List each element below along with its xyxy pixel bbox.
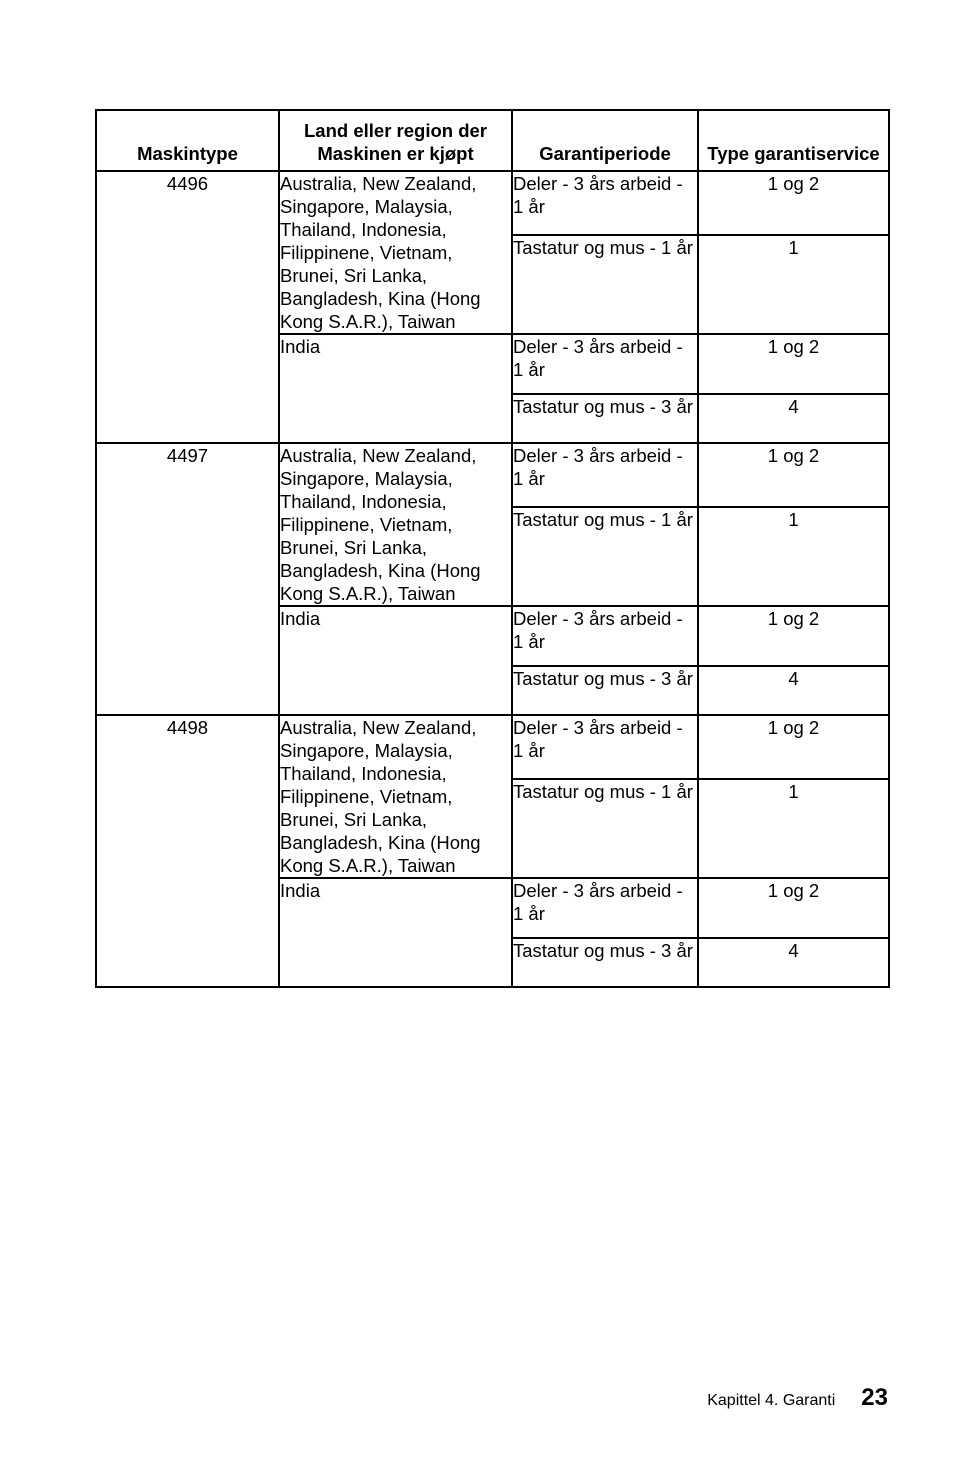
country-cell: India <box>279 878 512 987</box>
service-type-cell: 1 og 2 <box>698 606 889 666</box>
service-type-cell: 1 <box>698 235 889 334</box>
warranty-period-cell: Deler - 3 års arbeid - 1 år <box>512 715 698 779</box>
service-type-cell: 1 og 2 <box>698 443 889 507</box>
machine-type-cell: 4498 <box>96 715 279 987</box>
header-country-region: Land eller region der Maskinen er kjøpt <box>279 110 512 171</box>
header-service-type: Type garantiservice <box>698 110 889 171</box>
country-cell: India <box>279 334 512 443</box>
header-warranty-period: Garantiperiode <box>512 110 698 171</box>
warranty-period-cell: Deler - 3 års arbeid - 1 år <box>512 171 698 235</box>
service-type-cell: 4 <box>698 666 889 715</box>
service-type-cell: 1 og 2 <box>698 334 889 394</box>
service-type-cell: 1 og 2 <box>698 878 889 938</box>
table-body <box>96 171 889 987</box>
warranty-period-cell: Tastatur og mus - 3 år <box>512 394 698 443</box>
machine-type-cell: 4497 <box>96 443 279 715</box>
country-cell: India <box>279 606 512 715</box>
warranty-period-cell: Deler - 3 års arbeid - 1 år <box>512 878 698 938</box>
table-row <box>96 715 889 779</box>
country-cell: Australia, New Zealand, Singapore, Malaysia, Thailand, Indonesia, Filippinene, Vietnam, Brunei, Sri Lanka, Bangladesh, Kina (Hong Kong S.A.R.), Taiwan <box>279 171 512 334</box>
warranty-period-cell: Tastatur og mus - 1 år <box>512 507 698 606</box>
chapter-title: Kapittel 4. Garanti <box>707 1392 836 1409</box>
service-type-cell: 1 og 2 <box>698 715 889 779</box>
warranty-period-cell: Deler - 3 års arbeid - 1 år <box>512 443 698 507</box>
table-row <box>96 171 889 235</box>
warranty-period-cell: Tastatur og mus - 1 år <box>512 235 698 334</box>
table-header-row <box>96 110 889 171</box>
service-type-cell: 1 <box>698 779 889 878</box>
warranty-table <box>95 109 890 988</box>
service-type-cell: 4 <box>698 394 889 443</box>
service-type-cell: 4 <box>698 938 889 987</box>
page-footer <box>707 1384 888 1412</box>
warranty-period-cell: Tastatur og mus - 3 år <box>512 666 698 715</box>
machine-type-cell: 4496 <box>96 171 279 443</box>
warranty-period-cell: Tastatur og mus - 3 år <box>512 938 698 987</box>
warranty-period-cell: Deler - 3 års arbeid - 1 år <box>512 334 698 394</box>
service-type-cell: 1 og 2 <box>698 171 889 235</box>
service-type-cell: 1 <box>698 507 889 606</box>
warranty-period-cell: Tastatur og mus - 1 år <box>512 779 698 878</box>
table-row <box>96 443 889 507</box>
warranty-period-cell: Deler - 3 års arbeid - 1 år <box>512 606 698 666</box>
page-number: 23 <box>861 1384 888 1411</box>
header-machine-type: Maskintype <box>96 110 279 171</box>
country-cell: Australia, New Zealand, Singapore, Malaysia, Thailand, Indonesia, Filippinene, Vietnam, Brunei, Sri Lanka, Bangladesh, Kina (Hong Kong S.A.R.), Taiwan <box>279 715 512 878</box>
country-cell: Australia, New Zealand, Singapore, Malaysia, Thailand, Indonesia, Filippinene, Vietnam, Brunei, Sri Lanka, Bangladesh, Kina (Hong Kong S.A.R.), Taiwan <box>279 443 512 606</box>
